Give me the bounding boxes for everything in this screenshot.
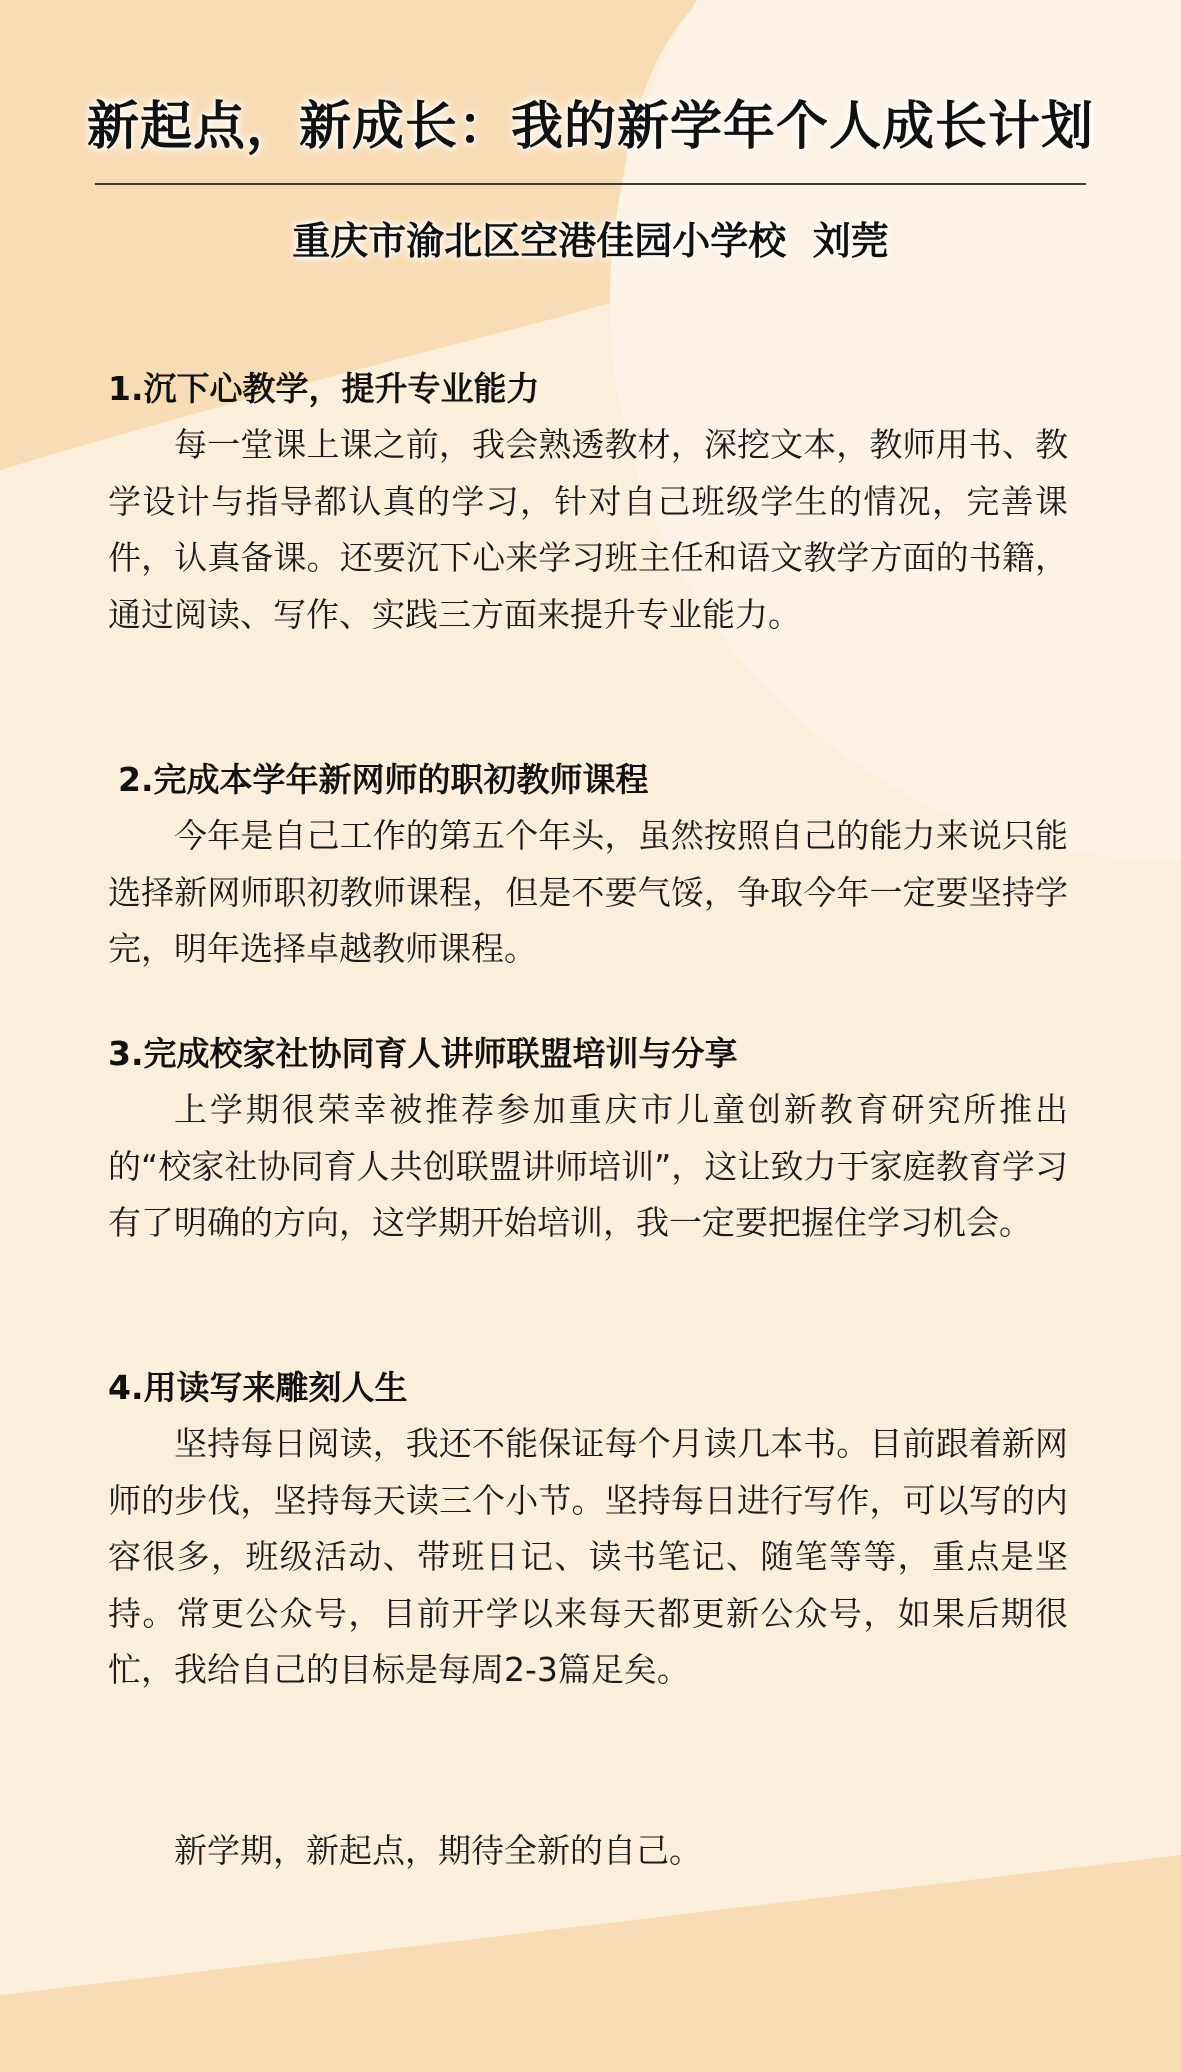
closing-line: 新学期，新起点，期待全新的自己。 [174,1831,702,1870]
section-body: 上学期很荣幸被推荐参加重庆市儿童创新教育研究所推出的“校家社协同育人共创联盟讲师培训”，这让致力于家庭教育学习有了明确的方向，这学期开始培训，我一定要把握住学习机会。 [108,1090,1068,1242]
author-line: 重庆市渝北区空港佳园小学校 刘莞 [292,219,889,263]
title-divider [95,183,1086,185]
section-3 [108,1026,1068,1252]
section-body: 坚持每日阅读，我还不能保证每个月读几本书。目前跟着新网师的步伐，坚持每天读三个小节。坚持每日进行写作，可以写的内容很多，班级活动、带班日记、读书笔记、随笔等等，重点是坚持。常更公众号，目前开学以来每天都更新公众号，如果后期很忙，我给自己的目标是每周2-3篇足矣。 [108,1424,1068,1689]
section-heading: 4.用读写来雕刻人生 [108,1368,408,1407]
section-heading: 3.完成校家社协同育人讲师联盟培训与分享 [108,1034,738,1073]
section-heading: 2.完成本学年新网师的职初教师课程 [118,760,649,799]
section-heading: 1.沉下心教学，提升专业能力 [108,369,540,408]
section-1 [108,361,1068,643]
section-body: 今年是自己工作的第五个年头，虽然按照自己的能力来说只能选择新网师职初教师课程，但是不要气馁，争取今年一定要坚持学完，明年选择卓越教师课程。 [108,816,1068,968]
page-title: 新起点，新成长：我的新学年个人成长计划 [86,97,1094,157]
section-body: 每一堂课上课之前，我会熟透教材，深挖文本，教师用书、教学设计与指导都认真的学习，针对自己班级学生的情况，完善课件，认真备课。还要沉下心来学习班主任和语文教学方面的书籍，通过阅读、写作、实践三方面来提升专业能力。 [108,425,1068,634]
section-4 [108,1360,1068,1699]
section-2 [108,752,1068,978]
